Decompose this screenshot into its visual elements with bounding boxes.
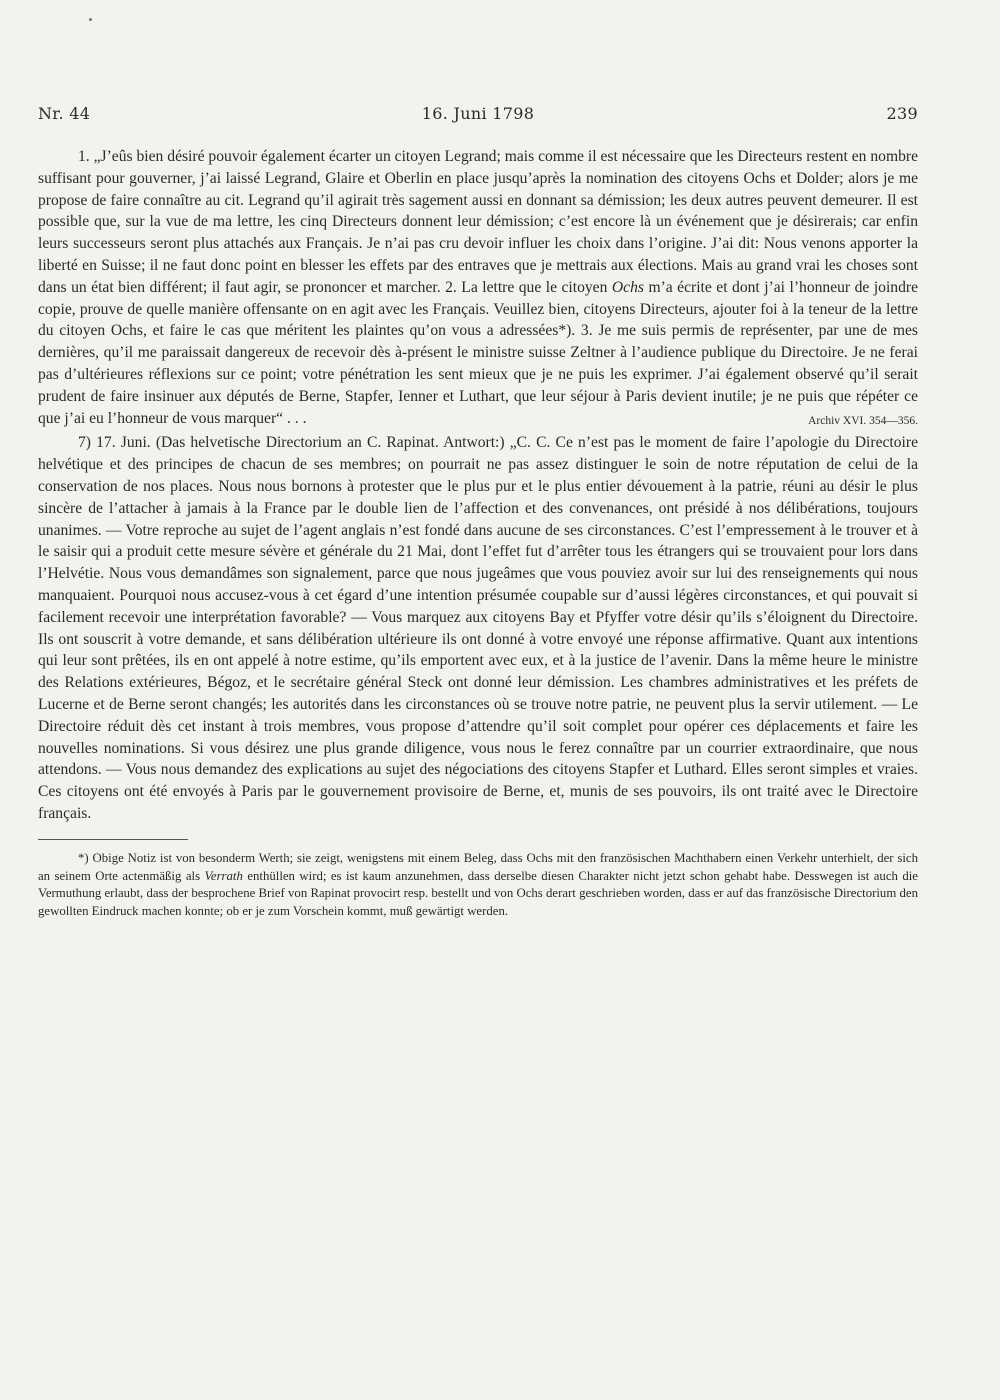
italic-name: Ochs (611, 278, 644, 296)
paragraph-text: 1. „J’eûs bien désiré pouvoir également écarter un citoyen Legrand; mais comme il est nécessaire que les Directeurs restent en nombre suffisant pour gouverner, j’ai laissé Legrand, Glaire et Oberlin en place jusqu’après la nomination des citoyens Ochs et Dolder; alors je me propose de faire connaître au cit. Legrand qu’il agirait très sagement aussi en donnant sa démission; les deux autres peuvent demeurer. Il est possible que, sur la vue de ma lettre, les cinq Directeurs donnent leur démission; c’est encore là un événement que je désirerais; car enfin leurs successeurs seront plus attachés aux Français. Je n’ai pas cru devoir influer les choix dans l’origine. J’ai dit: Nous venons apporter la liberté en Suisse; il ne faut donc point en blesser les effets par des entraves que je mettrais aux élections. Mais au grand vrai les choses sont dans un état bien différent; il faut agir, se prononcer et marcher. 2. La lettre que le citoyen (38, 148, 918, 296)
document-page (38, 104, 918, 934)
page-number: 239 (886, 104, 918, 123)
body-text (38, 146, 918, 825)
page-header (38, 104, 918, 134)
document-number: Nr. 44 (38, 104, 91, 123)
footnote-italic-word: Verrath (204, 868, 243, 883)
paragraph-text: 7) 17. Juni. (Das helvetische Directorium an C. Rapinat. Antwort:) „C. C. Ce n’est pas le moment de faire l’apologie du Directoire helvétique et des principes de chacun de ses membres; on pourrait ne pas assez distinguer le soin de notre réputation de celui de la conservation de nos places. Nous nous bornons à protester que le plus pur et le plus entier dévouement à la patrie, réuni au désir le plus sincère de l’attacher à jamais à la France par le double lien de l’affection et des convenances, ont présidé à nos délibérations, toujours unanimes. — Votre reproche au sujet de l’agent anglais n’est fondé dans aucune de ses circonstances. C’est l’empressement à le trouver et à le saisir qui a produit cette mesure sévère et générale du 21 Mai, dont l’effet fut d’arrêter tous les étrangers qui se trouvaient pour lors dans l’Helvétie. Nous vous demandâmes son signalement, parce que nous jugeâmes que vous pouviez avoir sur lui des renseignements qui nous manquaient. Pourquoi nous accusez-vous à cet égard d’une intention présumée coupable sur d’aussi légères circonstances, et qui pouvait si facilement recevoir une interprétation favorable? — Vous marquez aux citoyens Bay et Pfyffer votre désir qu’ils s’éloignent du Directoire. Ils ont souscrit à votre demande, et sans délibération ultérieure ils ont donné à votre envoyé une réponse affirmative. Quant aux intentions qui leur sont prêtées, ils en ont appelé à notre estime, qu’ils emportent avec eux, et à la justice de l’avenir. Dans la même heure le ministre des Relations extérieures, Bégoz, et le secrétaire général Steck ont donné leur démission. Les chambres administratives et les préfets de Lucerne et de Berne seront changés; les autorités dans les circonstances où se trouve notre patrie, ne peuvent plus la servir utilement. — Le Directoire réduit dès cet instant à trois membres, vous propose d’attendre qu’il soit complet pour opérer ces déplacements et faire les nouvelles nominations. Si vous désirez une plus grande diligence, vous nous le ferez connaître par un courrier extraordinaire, que nous attendons. — Vous nous demandez des explications au sujet des négociations des citoyens Stapfer et Luthard. Elles seront simples et vraies. Ces citoyens ont été envoyés à Paris par le gouvernement provisoire de Berne, et, munis de ses pouvoirs, ils ont traité avec le Directoire français. (38, 434, 918, 822)
paragraph-directorium-reply (38, 432, 918, 824)
footnote (38, 850, 918, 921)
document-date: 16. Juni 1798 (421, 104, 535, 123)
archive-reference: Archiv XVI. 354—356. (808, 414, 918, 427)
page-speck (89, 18, 92, 21)
footnote-divider (38, 839, 188, 840)
footnote-text: *) Obige Notiz ist von besonderm Werth; sie zeigt, wenigstens mit einem Beleg, dass Ochs mit den französischen Machthabern einen Verkehr unterhielt, der sich an seinem Orte actenmäßig als (38, 850, 918, 883)
paragraph-text-continued: m’a écrite et dont j’ai l’honneur de joindre copie, prouve de quelle manière offensante on en agit avec les Français. Veuillez bien, citoyens Directeurs, ajouter foi à la teneur de la lettre du citoyen Ochs, et faire le cas que méritent les plaintes qu’on vous a adressées*). 3. Je me suis permis de représenter, par une de mes dernières, qu’il me paraissait dangereux de recevoir dès à-présent le ministre suisse Zeltner à l’audience publique du Directoire. Je ne ferai pas d’ultérieures réflexions sur ce point; votre pénétration les sent mieux que je ne puis les exprimer. J’ai également observé qu’il serait prudent de faire insinuer aux députés de Berne, Stapfer, Ienner et Luthart, que leur séjour à Paris devient inutile; je ne puis que répéter ce que j’ai eu l’honneur de vous marquer“ . . . (38, 278, 918, 427)
footnote-text-continued: enthüllen wird; es ist kaum anzunehmen, dass derselbe diesen Charakter nicht jetzt schon gehabt habe. Desswegen ist auch die Vermuthung erlaubt, dass der besprochene Brief von Rapinat provocirt resp. bestellt und von Ochs derart geschrieben worden, dass er auf das französische Directorium den gewollten Eindruck machen konnte; ob er je zum Vorschein kommt, muß gewärtigt werden. (38, 868, 918, 919)
paragraph-letter-excerpt (38, 146, 918, 429)
